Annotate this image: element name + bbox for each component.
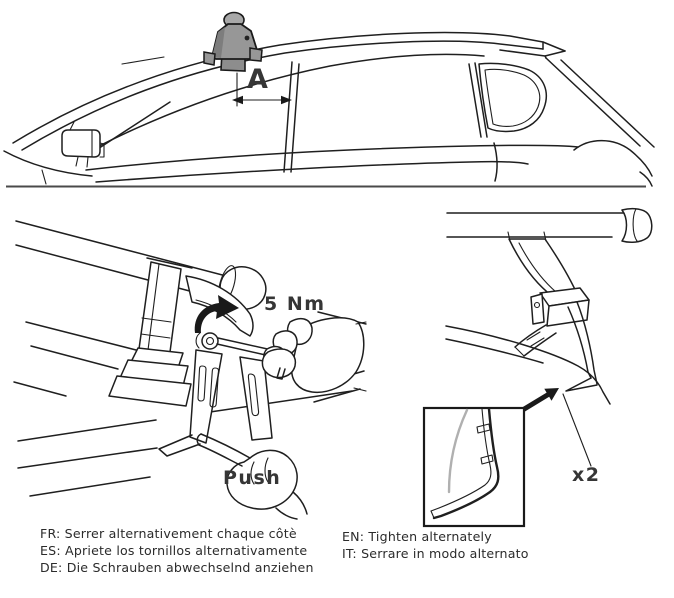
car-side-view-illustration [4, 13, 654, 187]
rear-foot-assembly [508, 232, 597, 391]
side-mirror [62, 122, 104, 167]
b-pillar [284, 62, 299, 172]
inset-detail-box [424, 408, 524, 526]
dimension-label: A [247, 64, 269, 95]
crossbar-foot-illustration [14, 221, 366, 519]
bolt [196, 333, 218, 349]
instruction-line-de: DE: Die Schrauben abwechselnd anziehen [40, 560, 314, 575]
instruction-line-en: EN: Tighten alternately [342, 529, 492, 544]
torque-label: 5 Nm [264, 293, 326, 315]
roof-mount [204, 13, 262, 72]
quantity-label: x2 [572, 464, 601, 486]
bracket-illustration [424, 209, 652, 526]
tightening-hand [262, 318, 366, 392]
instruction-line-fr: FR: Serrer alternativement chaque côtè [40, 526, 297, 541]
detail-arrow-icon [520, 388, 559, 413]
rear-crossbar [447, 209, 652, 243]
quantity-leader-line [563, 394, 591, 466]
instruction-line-it: IT: Serrare in modo alternato [342, 546, 529, 561]
push-label: Push [223, 467, 282, 489]
instruction-line-es: ES: Apriete los tornillos alternativamente [40, 543, 308, 558]
foot-column [109, 258, 192, 406]
